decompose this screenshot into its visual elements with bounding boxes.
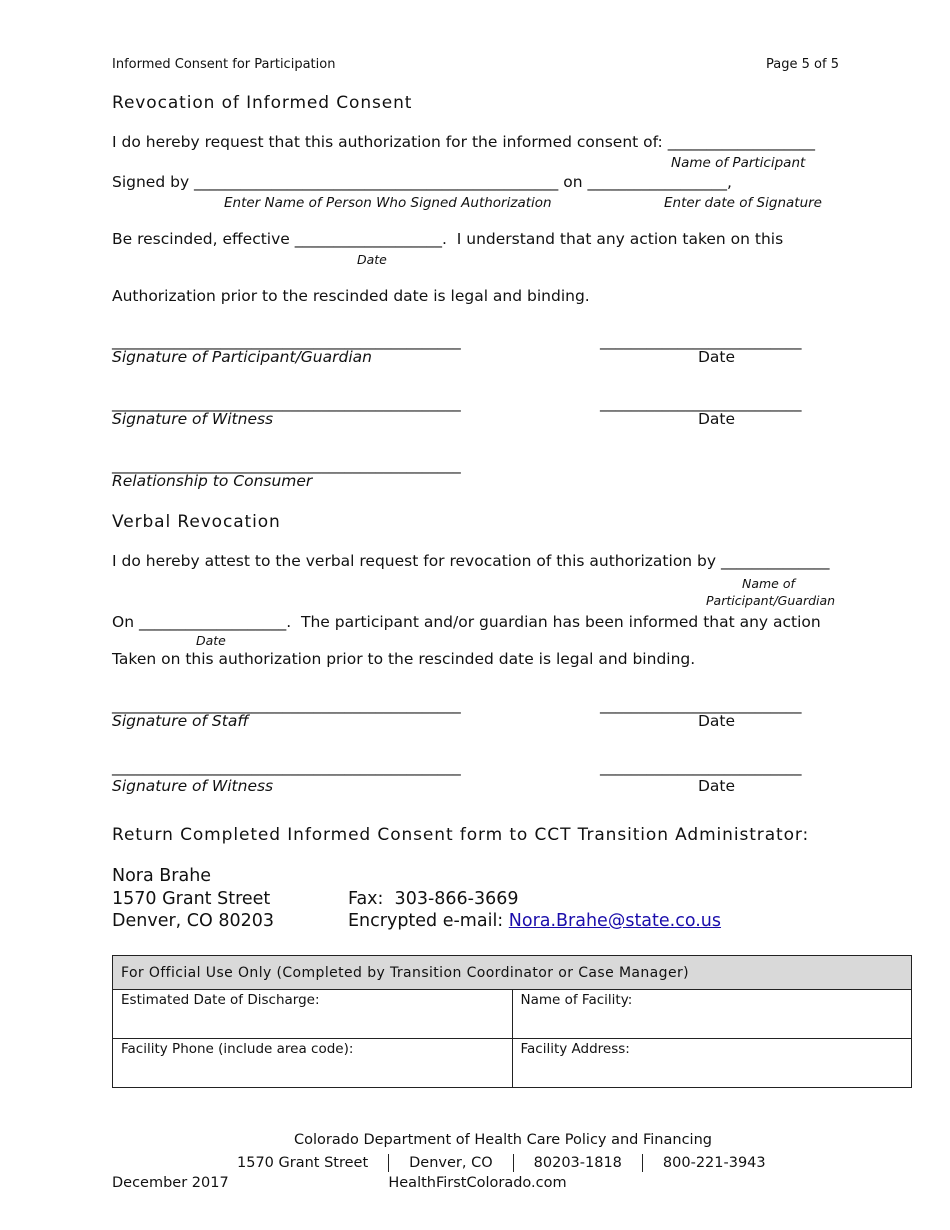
official-use-table xyxy=(112,955,912,1088)
caption-verbal-date: Date xyxy=(196,633,226,648)
verbal-line-2: On ___________________. The participant and/or guardian has been informed that any action xyxy=(112,613,821,631)
participant-signature-label: Signature of Participant/Guardian xyxy=(112,348,372,366)
discharge-date-field[interactable]: Estimated Date of Discharge: xyxy=(113,990,513,1039)
witness-date-line[interactable]: __________________________ xyxy=(600,394,802,412)
return-section-title: Return Completed Informed Consent form to CCT Transition Administrator: xyxy=(112,825,810,845)
participant-date-label: Date xyxy=(698,348,736,366)
footer-city: Denver, CO xyxy=(409,1155,493,1171)
caption-name-of: Name of xyxy=(742,576,795,591)
footer-divider xyxy=(642,1154,643,1172)
footer-divider xyxy=(513,1154,514,1172)
caption-participant-name: Name of Participant xyxy=(671,155,806,171)
revocation-line-3: Be rescinded, effective ___________________. I understand that any action taken on this xyxy=(112,230,784,248)
verbal-line-1: I do hereby attest to the verbal request for revocation of this authorization by ______________ xyxy=(112,552,830,570)
footer-address-row xyxy=(237,1154,766,1172)
staff-signature-line[interactable]: _____________________________________________ xyxy=(112,696,461,714)
footer-street: 1570 Grant Street xyxy=(237,1155,369,1171)
witness-signature-line[interactable]: _____________________________________________ xyxy=(112,394,461,412)
participant-signature-line[interactable]: _____________________________________________ xyxy=(112,332,461,350)
footer-zip: 80203-1818 xyxy=(533,1155,622,1171)
email-label: Encrypted e-mail: xyxy=(348,911,509,931)
verbal-witness-date-label: Date xyxy=(698,777,736,795)
footer-website: HealthFirstColorado.com xyxy=(388,1175,567,1191)
verbal-witness-date-line[interactable]: __________________________ xyxy=(600,758,802,776)
administrator-city: Denver, CO 80203 xyxy=(112,911,275,931)
facility-phone-field[interactable]: Facility Phone (include area code): xyxy=(113,1039,513,1088)
administrator-fax: Fax: 303-866-3669 xyxy=(348,889,519,909)
revocation-line-1: I do hereby request that this authorization for the informed consent of: ___________________ xyxy=(112,133,815,151)
relationship-label: Relationship to Consumer xyxy=(112,472,313,490)
staff-date-label: Date xyxy=(698,712,736,730)
caption-effective-date: Date xyxy=(357,252,387,267)
witness-date-label: Date xyxy=(698,410,736,428)
footer-divider xyxy=(388,1154,389,1172)
footer-phone: 800-221-3943 xyxy=(662,1155,766,1171)
witness-signature-label: Signature of Witness xyxy=(112,410,274,428)
verbal-section-title: Verbal Revocation xyxy=(112,512,281,532)
administrator-email-row xyxy=(348,911,721,931)
document-title: Informed Consent for Participation xyxy=(112,57,336,72)
administrator-name: Nora Brahe xyxy=(112,866,212,886)
verbal-line-3: Taken on this authorization prior to the rescinded date is legal and binding. xyxy=(112,650,696,668)
relationship-line[interactable]: _____________________________________________ xyxy=(112,456,461,474)
caption-signature-date: Enter date of Signature xyxy=(664,195,822,211)
footer-organization: Colorado Department of Health Care Policy and Financing xyxy=(294,1132,712,1148)
official-use-header: For Official Use Only (Completed by Transition Coordinator or Case Manager) xyxy=(113,956,912,990)
email-link[interactable]: Nora.Brahe@state.co.us xyxy=(508,911,722,931)
administrator-street: 1570 Grant Street xyxy=(112,889,271,909)
caption-signer-name: Enter Name of Person Who Signed Authorization xyxy=(224,195,552,211)
revocation-section-title: Revocation of Informed Consent xyxy=(112,93,413,113)
caption-participant-guardian: Participant/Guardian xyxy=(706,593,836,608)
revocation-line-4: Authorization prior to the rescinded date is legal and binding. xyxy=(112,287,590,305)
footer-date: December 2017 xyxy=(112,1175,229,1191)
page-number: Page 5 of 5 xyxy=(766,57,839,72)
verbal-witness-signature-line[interactable]: _____________________________________________ xyxy=(112,758,461,776)
facility-address-field[interactable]: Facility Address: xyxy=(512,1039,912,1088)
participant-date-line[interactable]: __________________________ xyxy=(600,332,802,350)
verbal-witness-signature-label: Signature of Witness xyxy=(112,777,274,795)
staff-signature-label: Signature of Staff xyxy=(112,712,249,730)
facility-name-field[interactable]: Name of Facility: xyxy=(512,990,912,1039)
revocation-line-2: Signed by _______________________________________________ on __________________, xyxy=(112,173,732,191)
staff-date-line[interactable]: __________________________ xyxy=(600,696,802,714)
